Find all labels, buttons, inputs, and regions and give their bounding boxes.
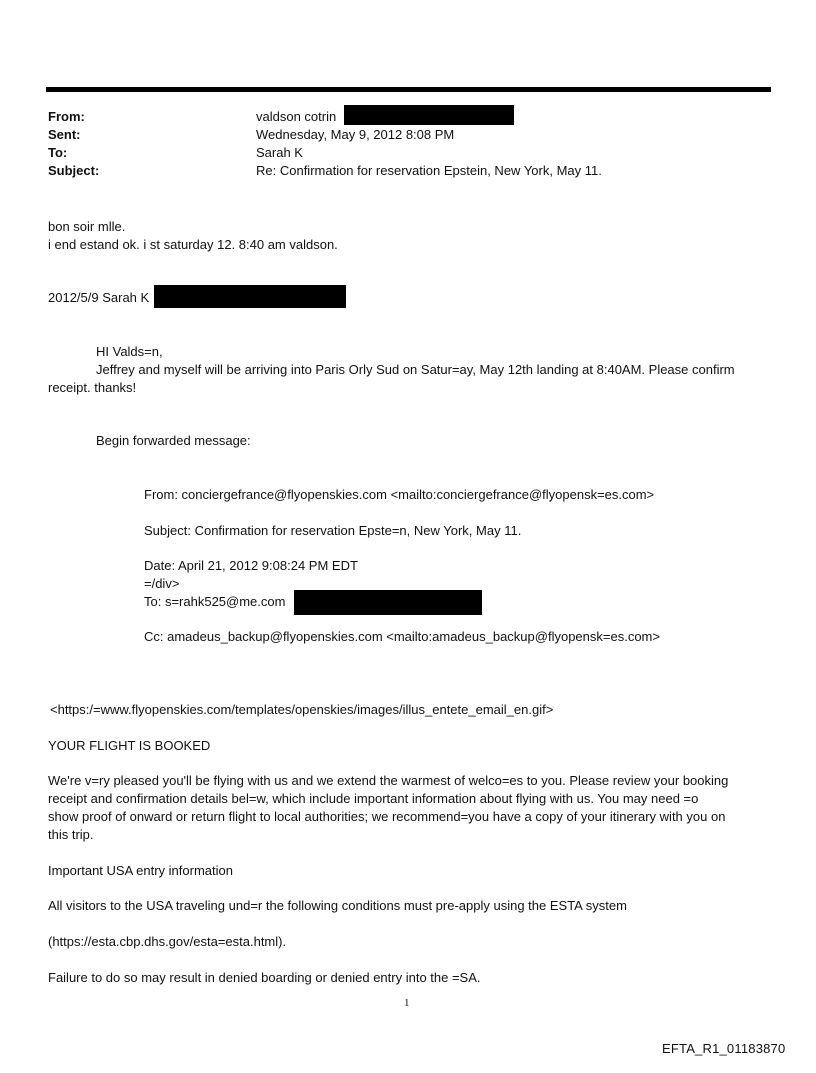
fwd-date: Date: April 21, 2012 9:08:24 PM EDT (144, 558, 358, 573)
document-id: EFTA_R1_01183870 (662, 1041, 786, 1056)
subject-value: Re: Confirmation for reservation Epstein, New York, May 11. (256, 163, 602, 178)
welcome-line-3: show proof of onward or return flight to local authorities; we recommend=you have a copy of your itinerary with you on (48, 809, 726, 824)
welcome-line-1: We're v=ry pleased you'll be flying with us and we extend the warmest of welco=es to you. Please review your booking (48, 773, 729, 788)
forwarded-label: Begin forwarded message: (96, 433, 251, 448)
header-divider (46, 87, 771, 92)
usa-heading: Important USA entry information (48, 863, 233, 878)
message-line-2: receipt. thanks! (48, 380, 137, 395)
from-value: valdson cotrin (256, 109, 337, 124)
page-number: 1 (404, 997, 410, 1009)
booked-heading: YOUR FLIGHT IS BOOKED (48, 738, 211, 753)
fwd-from: From: conciergefrance@flyopenskies.com <mailto:conciergefrance@flyopensk=es.com> (144, 487, 655, 502)
subject-label: Subject: (48, 163, 100, 178)
fwd-subject: Subject: Confirmation for reservation Epste=n, New York, May 11. (144, 523, 522, 538)
sent-value: Wednesday, May 9, 2012 8:08 PM (256, 127, 455, 142)
visitors-text: All visitors to the USA traveling und=r the following conditions must pre-apply using the ESTA system (48, 898, 627, 913)
body-line-2: i end estand ok. i st saturday 12. 8:40 am valdson. (48, 237, 338, 252)
sent-label: Sent: (48, 127, 81, 142)
welcome-line-4: this trip. (48, 827, 94, 842)
redaction-box (344, 105, 514, 125)
fwd-div: =/div> (144, 576, 180, 591)
to-label: To: (48, 145, 68, 160)
greeting: HI Valds=n, (96, 344, 163, 359)
to-value: Sarah K (256, 145, 303, 160)
fwd-to: To: s=rahk525@me.com (144, 594, 286, 609)
esta-link: (https://esta.cbp.dhs.gov/esta=esta.html). (48, 934, 287, 949)
body-line-1: bon soir mlle. (48, 219, 126, 234)
quote-header: 2012/5/9 Sarah K (48, 290, 150, 305)
redaction-box (294, 590, 482, 615)
from-label: From: (48, 109, 85, 124)
message-line-1: Jeffrey and myself will be arriving into Paris Orly Sud on Satur=ay, May 12th landing at 8:40AM. Please confirm (96, 362, 735, 377)
failure-text: Failure to do so may result in denied boarding or denied entry into the =SA. (48, 970, 481, 985)
fwd-cc: Cc: amadeus_backup@flyopenskies.com <mailto:amadeus_backup@flyopensk=es.com> (144, 629, 660, 644)
welcome-line-2: receipt and confirmation details bel=w, which include important information about flying with us. You may need =o (48, 791, 699, 806)
image-url: <https:/=www.flyopenskies.com/templates/openskies/images/illus_entete_email_en.gif> (50, 702, 554, 717)
redaction-box (154, 285, 346, 308)
